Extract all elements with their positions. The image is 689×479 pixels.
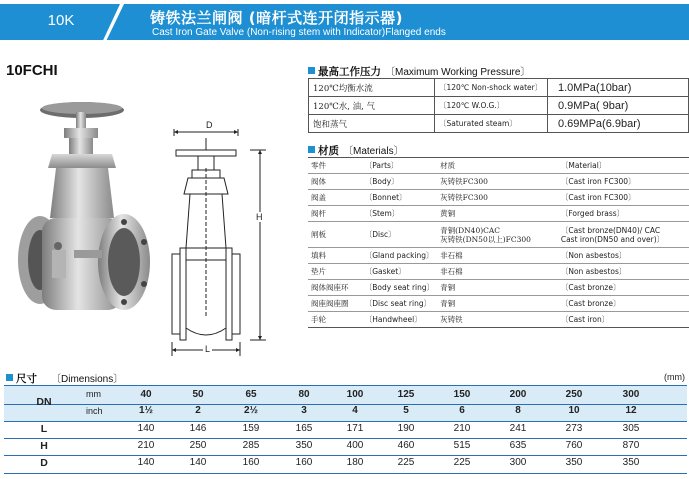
material-en: 〔Cast bronze〕 [558,296,689,312]
material-cn: 非石棉 [437,248,558,264]
table-row [308,222,689,248]
label-h: H [256,212,263,222]
material-en: 〔Cast bronze〕 [558,280,689,296]
label-l: L [205,344,211,354]
dn-inch-value: 2 [195,405,201,416]
dn-label: DN [36,396,52,408]
part-en: 〔Handwheel〕 [362,312,437,328]
dimension-value: 760 [565,440,583,451]
pressure-value: 0.9MPa( 9bar) [548,97,689,115]
material-cn: 灰铸铁FC300 [437,190,558,206]
table-rule [4,473,687,474]
material-cn [437,222,558,248]
part-cn: 阀杆 [308,206,362,222]
table-row [309,115,689,133]
dimension-value: 210 [453,423,471,434]
inch-label: inch [86,406,103,416]
dn-mm-value: 125 [397,389,415,400]
material-en: 〔Cast iron FC300〕 [558,174,689,190]
material-en: 〔Non asbestos〕 [558,264,689,280]
pressure-class: 10K [47,12,75,29]
column-header: 材质 [437,158,558,174]
material-cn: 黄铜 [437,206,558,222]
part-en: 〔Body〕 [362,174,437,190]
dimension-value: 146 [189,423,207,434]
table-row [308,248,689,264]
material-en [558,222,689,248]
pressure-condition-en: 〔120℃ W.O.G.〕 [435,97,548,115]
dimension-value: 140 [137,423,155,434]
title-english: Cast Iron Gate Valve (Non-rising stem with Indicator)Flanged ends [152,27,446,38]
part-en: 〔Stem〕 [362,206,437,222]
materials-heading: 材质 〔Materials〕 [308,142,404,158]
material-en: 〔Forged brass〕 [558,206,689,222]
dimension-value: 350 [622,457,640,468]
dimension-value: 350 [565,457,583,468]
heading-marker-icon [308,146,315,153]
part-cn: 填料 [308,248,362,264]
dimension-value: 180 [346,457,364,468]
dn-inch-value: 12 [625,405,637,416]
label-d: D [206,120,213,130]
dimension-value: 225 [397,457,415,468]
table-row [308,190,689,206]
table-row [308,174,689,190]
material-cn-line1: 青铜(DN40)CAC [440,225,501,235]
dn-mm-value: 40 [140,389,152,400]
dn-inch-value: 2½ [244,405,258,416]
dimension-value: 515 [453,440,471,451]
dn-mm-value: 100 [346,389,364,400]
pressure-condition-cn: 饱和蒸气 [309,115,435,133]
part-en: 〔Disc seat ring〕 [362,296,437,312]
part-cn: 阀体阀座环 [308,280,362,296]
dimensions-heading: 尺寸 〔Dimensions〕 [6,370,123,386]
pressure-value: 1.0MPa(10bar) [548,79,689,97]
dimension-value: 400 [346,440,364,451]
part-en: 〔Disc〕 [362,222,437,248]
pressure-condition-cn: 120℃水, 油, 气 [309,97,435,115]
mm-label: mm [86,389,101,399]
dn-inch-value: 6 [459,405,465,416]
part-cn: 垫片 [308,264,362,280]
pressure-table [308,78,689,133]
column-header: 〔Material〕 [558,158,689,174]
table-row [308,312,689,328]
column-header: 零件 [308,158,362,174]
model-number: 10FCHI [6,62,58,79]
dimension-row-label: D [40,457,48,469]
dimension-value: 273 [565,423,583,434]
header-band [0,0,689,44]
part-cn: 阀盖 [308,190,362,206]
title-chinese: 铸铁法兰闸阀 (暗杆式连开闭指示器) [150,9,403,27]
valve-dimension-drawing [168,128,278,360]
table-row [308,296,689,312]
pressure-condition-en: 〔Saturated steam〕 [435,115,548,133]
dimension-value: 241 [509,423,527,434]
table-rule [4,438,687,439]
dn-inch-value: 3 [301,405,307,416]
dimension-value: 225 [453,457,471,468]
table-header-row [308,158,689,174]
dn-mm-value: 250 [565,389,583,400]
part-en: 〔Gland packing〕 [362,248,437,264]
dimension-value: 350 [295,440,313,451]
dimension-value: 285 [242,440,260,451]
material-cn: 灰铸铁 [437,312,558,328]
dn-mm-value: 300 [622,389,640,400]
material-en-line2: Cast iron(DN50 and over)〕 [560,234,665,244]
table-rule [4,455,687,456]
material-en-line1: 〔Cast bronze(DN40)/ CAC [560,225,661,235]
dimension-value: 635 [509,440,527,451]
dn-inch-value: 1½ [139,405,153,416]
material-cn: 青铜 [437,280,558,296]
dimension-value: 190 [397,423,415,434]
pressure-value: 0.69MPa(6.9bar) [548,115,689,133]
dn-inch-value: 8 [515,405,521,416]
material-cn: 青铜 [437,296,558,312]
dn-mm-value: 50 [192,389,204,400]
dn-mm-value: 150 [453,389,471,400]
part-en: 〔Bonnet〕 [362,190,437,206]
material-cn: 非石棉 [437,264,558,280]
dimension-value: 171 [346,423,364,434]
dimension-value: 250 [189,440,207,451]
valve-photo [12,100,162,335]
pressure-condition-cn: 120℃均衡水流 [309,79,435,97]
dimension-value: 160 [295,457,313,468]
part-cn: 阀座阀座圈 [308,296,362,312]
column-header: 〔Parts〕 [362,158,437,174]
pressure-heading: 最高工作压力 〔Maximum Working Pressure〕 [308,63,530,79]
table-rule [4,385,687,386]
table-row [308,280,689,296]
dimension-row-label: H [40,440,48,452]
dimension-value: 159 [242,423,260,434]
dn-inch-value: 5 [403,405,409,416]
material-cn: 灰铸铁FC300 [437,174,558,190]
part-en: 〔Body seat ring〕 [362,280,437,296]
part-cn: 闸板 [308,222,362,248]
dimension-row-label: L [40,423,48,435]
dn-mm-value: 200 [509,389,527,400]
table-rule [4,421,687,422]
table-row [308,206,689,222]
material-en: 〔Cast iron FC300〕 [558,190,689,206]
dimension-value: 305 [622,423,640,434]
heading-marker-icon [6,374,13,381]
pressure-condition-en: 〔120℃ Non-shock water〕 [435,79,548,97]
part-en: 〔Gasket〕 [362,264,437,280]
part-cn: 阀体 [308,174,362,190]
dimension-value: 210 [137,440,155,451]
dimension-value: 140 [137,457,155,468]
dimension-value: 140 [189,457,207,468]
material-en: 〔Cast iron〕 [558,312,689,328]
material-cn-line2: 灰铸铁(DN50以上)FC300 [440,234,531,244]
heading-marker-icon [308,67,315,74]
dimension-value: 160 [242,457,260,468]
dn-inch-value: 10 [568,405,580,416]
materials-table [308,157,689,328]
dimension-value: 300 [509,457,527,468]
dimension-value: 165 [295,423,313,434]
unit-note: (mm) [664,372,685,382]
table-row [309,79,689,97]
dn-mm-value: 80 [298,389,310,400]
dn-mm-value: 65 [245,389,257,400]
part-cn: 手轮 [308,312,362,328]
dimension-value: 870 [622,440,640,451]
dn-inch-value: 4 [352,405,358,416]
table-row [308,264,689,280]
material-en: 〔Non asbestos〕 [558,248,689,264]
dimension-value: 460 [397,440,415,451]
table-row [309,97,689,115]
